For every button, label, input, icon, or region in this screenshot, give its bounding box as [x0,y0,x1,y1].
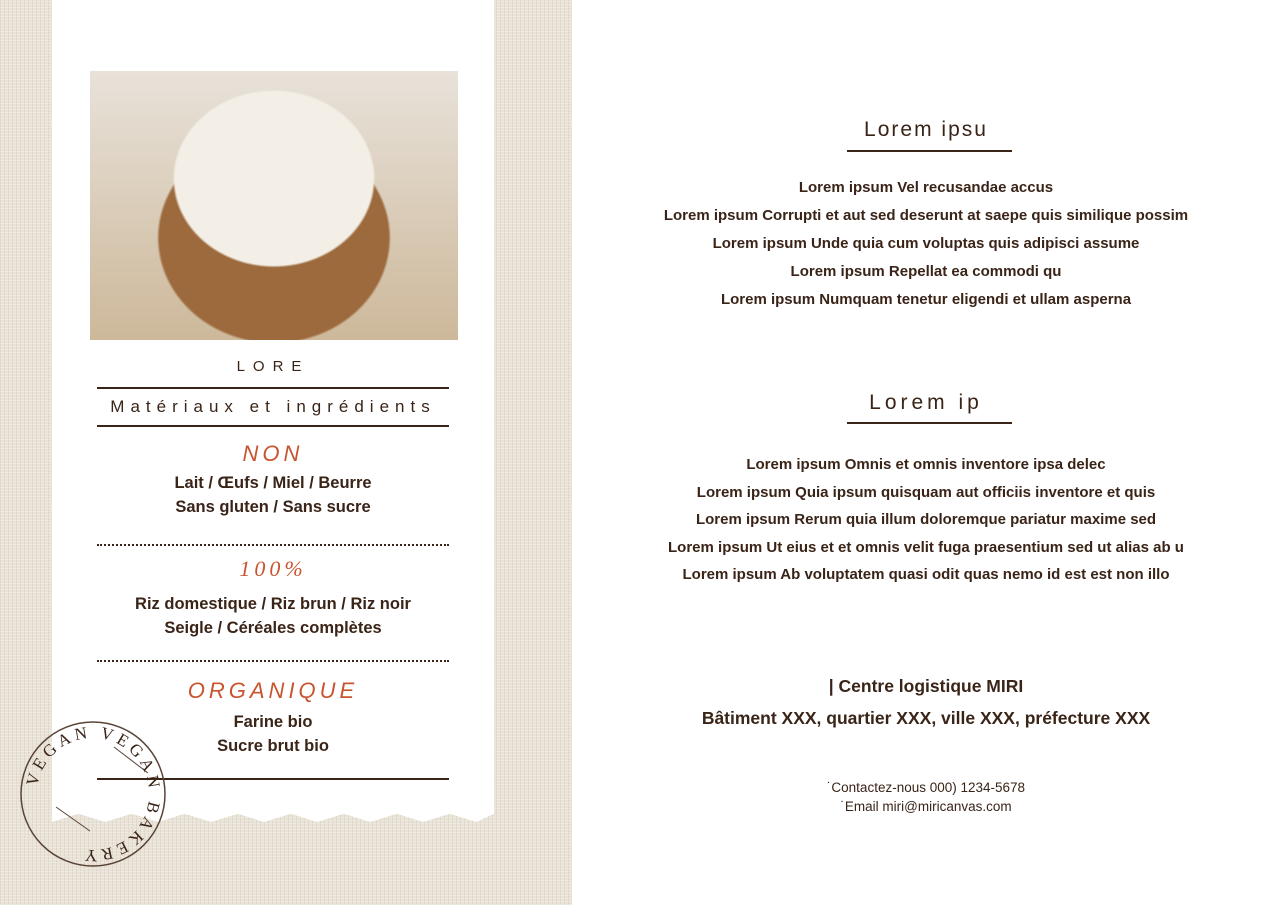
dotted-divider [97,544,449,546]
divider [97,425,449,427]
carrot-cake-photo [90,71,458,340]
list-1 [572,174,1280,314]
section-item: Sucre brut bio [217,737,329,755]
section-item: Farine bio [233,713,313,731]
divider [97,387,449,389]
section-item: Lait / Œufs / Miel / Beurre [174,474,372,492]
vegan-bakery-stamp [18,719,168,869]
lore-label: LORE [236,358,310,375]
logistics-center: | Centre logistique MIRI [828,676,1024,696]
section-item: Riz domestique / Riz brun / Riz noir [135,595,411,613]
list-item: Lorem ipsum Corrupti et aut sed deserunt at saepe quis similique possim [663,207,1189,224]
heading-underline [847,422,1012,424]
list-item: Lorem ipsum Omnis et omnis inventore ipsa delec [746,456,1106,473]
address: Bâtiment XXX, quartier XXX, ville XXX, préfecture XXX [701,708,1151,728]
list-item: Lorem ipsum Quia ipsum quisquam aut officiis inventore et quis [696,483,1156,501]
heading-2: Lorem ip [869,391,983,414]
heading-underline [847,150,1012,152]
list-2 [572,451,1280,589]
dotted-divider [97,660,449,662]
section-item: Sans gluten / Sans sucre [175,498,371,516]
list-item: Lorem ipsum Rerum quia illum doloremque pariatur maxime sed [695,511,1157,528]
list-item: Lorem ipsum Ab voluptatem quasi odit quas nemo id est est non illo [682,566,1170,583]
section-title-organique: ORGANIQUE [187,678,359,703]
section-title-non: NON [242,441,304,466]
svg-text:VEGAN VEGAN BAKERY [22,723,164,866]
list-item: Lorem ipsum Ut eius et et omnis velit fuga praesentium sed ut alias ab u [668,538,1184,556]
contact-phone: ˙Contactez-nous 000) 1234-5678 [826,780,1026,795]
list-item: Lorem ipsum Repellat ea commodi qu [790,263,1062,280]
list-item: Lorem ipsum Unde quia cum voluptas quis adipisci assume [712,235,1140,252]
section-title-100: 100% [239,556,307,581]
list-item: Lorem ipsum Vel recusandae accus [798,179,1054,196]
stamp-text: VEGAN VEGAN BAKERY [22,722,165,866]
heading-1: Lorem ipsu [864,118,988,141]
section-item: Seigle / Céréales complètes [164,619,382,637]
materials-heading: Matériaux et ingrédients [110,397,436,416]
contact-email: ˙Email miri@miricanvas.com [840,799,1012,814]
list-item: Lorem ipsum Numquam tenetur eligendi et ullam asperna [720,291,1132,308]
